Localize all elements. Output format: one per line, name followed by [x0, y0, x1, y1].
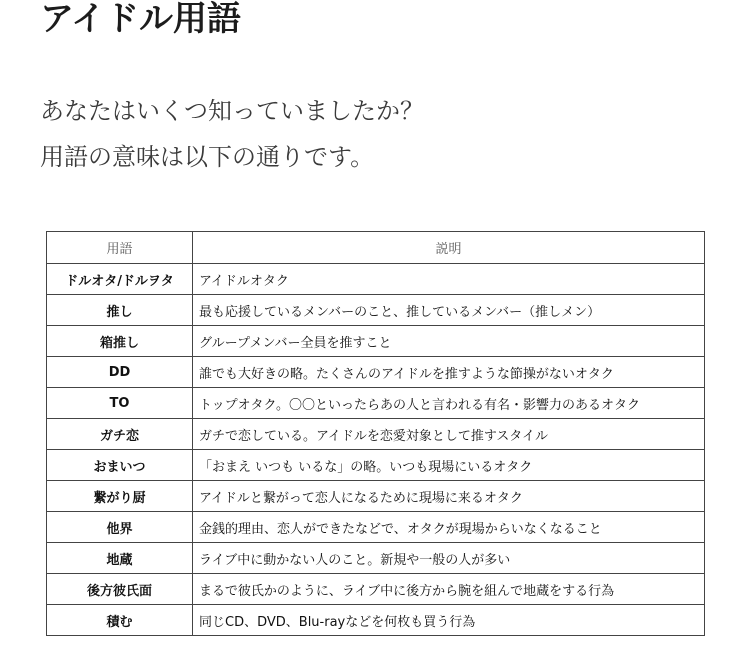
description-cell: まるで彼氏かのように、ライブ中に後方から腕を組んで地蔵をする行為: [193, 574, 705, 605]
table-row: [47, 419, 705, 450]
table-row: [47, 450, 705, 481]
term-cell: ガチ恋: [47, 419, 193, 450]
term-cell: 地蔵: [47, 543, 193, 574]
description-cell: 金銭的理由、恋人ができたなどで、オタクが現場からいなくなること: [193, 512, 705, 543]
term-cell: 推し: [47, 295, 193, 326]
intro-line-1: あなたはいくつ知っていましたか？: [40, 97, 424, 125]
table-header-row: [47, 232, 705, 264]
description-cell: 誰でも大好きの略。たくさんのアイドルを推すような節操がないオタク: [193, 357, 705, 388]
table-row: [47, 357, 705, 388]
header-description: 説明: [193, 232, 705, 264]
term-cell: 他界: [47, 512, 193, 543]
description-cell: アイドルオタク: [193, 264, 705, 295]
table-row: [47, 512, 705, 543]
description-cell: アイドルと繋がって恋人になるために現場に来るオタク: [193, 481, 705, 512]
table-row: [47, 388, 705, 419]
table-row: [47, 264, 705, 295]
term-cell: TO: [47, 388, 193, 419]
table-row: [47, 574, 705, 605]
description-cell: トップオタク。〇〇といったらあの人と言われる有名・影響力のあるオタク: [193, 388, 705, 419]
description-cell: ライブ中に動かない人のこと。新規や一般の人が多い: [193, 543, 705, 574]
description-cell: グループメンバー全員を推すこと: [193, 326, 705, 357]
page-title: アイドル用語: [40, 0, 241, 39]
term-cell: 繋がり厨: [47, 481, 193, 512]
header-term: 用語: [47, 232, 193, 264]
term-cell: 箱推し: [47, 326, 193, 357]
glossary-table: [46, 231, 705, 636]
table-row: [47, 326, 705, 357]
table-row: [47, 543, 705, 574]
table-row: [47, 481, 705, 512]
term-cell: 積む: [47, 605, 193, 636]
description-cell: ガチで恋している。アイドルを恋愛対象として推すスタイル: [193, 419, 705, 450]
table-row: [47, 605, 705, 636]
description-cell: 同じCD、DVD、Blu-rayなどを何枚も買う行為: [193, 605, 705, 636]
term-cell: おまいつ: [47, 450, 193, 481]
intro-line-2: 用語の意味は以下の通りです。: [40, 143, 375, 171]
term-cell: DD: [47, 357, 193, 388]
term-cell: ドルオタ/ドルヲタ: [47, 264, 193, 295]
term-cell: 後方彼氏面: [47, 574, 193, 605]
description-cell: 最も応援しているメンバーのこと、推しているメンバー（推しメン）: [193, 295, 705, 326]
table-row: [47, 295, 705, 326]
description-cell: 「おまえ いつも いるな」の略。いつも現場にいるオタク: [193, 450, 705, 481]
intro-text: [40, 88, 424, 180]
